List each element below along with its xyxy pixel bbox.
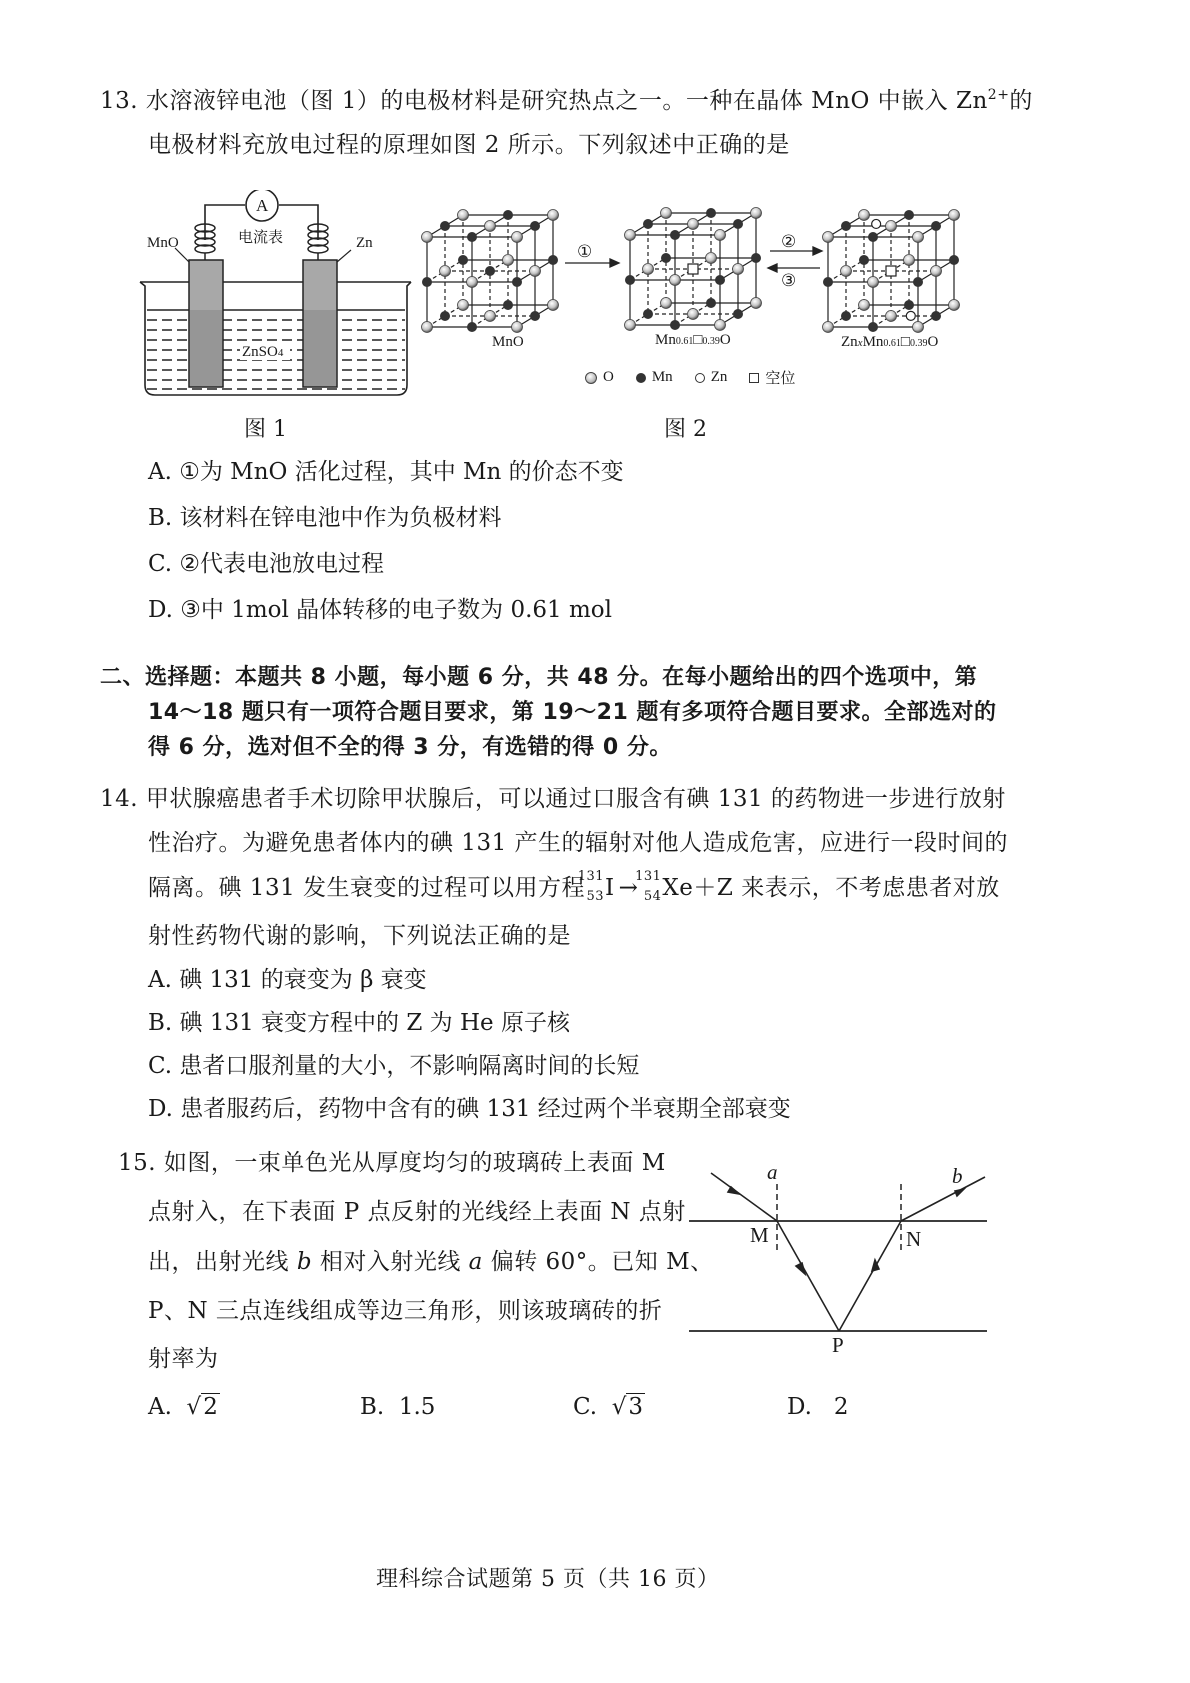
q14-line1: 14. 甲状腺癌患者手术切除甲状腺后，可以通过口服含有碘 131 的药物进一步进行放射 [100, 786, 1006, 812]
q15-line2: 点射入，在下表面 P 点反射的光线经上表面 N 点射 [148, 1199, 686, 1225]
oxygen-atom [931, 266, 942, 277]
oxygen-atom [422, 322, 433, 333]
oxygen-atom [886, 311, 897, 322]
q14-option-c[interactable]: C. 患者口服剂量的大小，不影响隔离时间的长短 [148, 1053, 640, 1079]
oxygen-atom [670, 275, 681, 286]
q14-line2: 性治疗。为避免患者体内的碘 131 产生的辐射对他人造成危害，应进行一段时间的 [148, 830, 1009, 856]
oxygen-atom [706, 253, 717, 264]
iodine-nuclide: 131 53 [577, 869, 605, 904]
manganese-atom [467, 322, 477, 332]
figure-2-crystal [415, 195, 975, 355]
oxygen-atom-icon [585, 372, 597, 384]
manganese-atom [670, 230, 680, 240]
manganese-atom [530, 311, 540, 321]
reaction-arrow: → [618, 875, 639, 901]
manganese-atom [904, 300, 914, 310]
manganese-atom [670, 320, 680, 330]
oxygen-atom [949, 210, 960, 221]
q15-option-d[interactable]: D. 2 [787, 1394, 849, 1420]
q15-option-a[interactable]: A. √2 [148, 1394, 218, 1420]
zinc-atom [906, 311, 915, 320]
oxygen-atom [625, 230, 636, 241]
manganese-atom [859, 255, 869, 265]
q13-option-b[interactable]: B. 该材料在锌电池中作为负极材料 [148, 505, 502, 531]
oxygen-atom [643, 264, 654, 275]
oxygen-atom [458, 210, 469, 221]
zinc-atom-icon [695, 373, 705, 383]
zinc-atom [872, 219, 881, 228]
manganese-atom [868, 232, 878, 242]
q13-option-a[interactable]: A. ①为 MnO 活化过程，其中 Mn 的价态不变 [148, 459, 624, 485]
oxygen-atom [688, 219, 699, 230]
vacancy-site [688, 264, 698, 274]
oxygen-atom [859, 210, 870, 221]
xenon-nuclide: 131 54 [635, 869, 662, 904]
q13-option-c[interactable]: C. ②代表电池放电过程 [148, 551, 385, 577]
manganese-atom [733, 309, 743, 319]
manganese-atom [503, 300, 513, 310]
manganese-atom [530, 221, 540, 231]
step3-label: ③ [781, 271, 797, 290]
q15-number: 15. [118, 1150, 157, 1176]
ammeter-symbol: A [256, 196, 269, 215]
q13-stem-line1: 13. 水溶液锌电池（图 1）的电极材料是研究热点之一。一种在晶体 MnO 中嵌入 $Zn^{2+}$的 [100, 87, 1033, 114]
oxygen-atom [949, 300, 960, 311]
sqrt-symbol: √3 [611, 1394, 644, 1420]
manganese-atom [548, 255, 558, 265]
manganese-atom [841, 311, 851, 321]
q13-number: 13. [100, 88, 139, 114]
step2-label: ② [781, 232, 797, 251]
ray-a-label: a [767, 1160, 778, 1184]
manganese-atom [841, 221, 851, 231]
oxygen-atom [904, 255, 915, 266]
oxygen-atom [467, 277, 478, 288]
oxygen-atom [823, 322, 834, 333]
reflected-ray-pn [839, 1221, 901, 1331]
emergent-ray-b [901, 1177, 985, 1221]
oxygen-atom [886, 221, 897, 232]
manganese-atom [467, 232, 477, 242]
sqrt-symbol: √2 [186, 1394, 218, 1420]
page-footer: 理科综合试题第 5 页（共 16 页） [376, 1567, 720, 1592]
point-M-label: M [750, 1223, 769, 1247]
q13-option-d[interactable]: D. ③中 1mol 晶体转移的电子数为 0.61 mol [148, 597, 612, 623]
q15-glass-diagram [685, 1160, 995, 1360]
manganese-atom [751, 253, 761, 263]
manganese-atom [904, 210, 914, 220]
figure-1-caption: 图 1 [244, 417, 287, 442]
figure-1-battery [135, 190, 425, 405]
manganese-atom [931, 221, 941, 231]
q15-option-c[interactable]: C. √3 [573, 1394, 644, 1420]
q14-option-a[interactable]: A. 碘 131 的衰变为 β 衰变 [148, 967, 427, 993]
manganese-atom-icon [636, 373, 646, 383]
cube-zn-inserted [823, 210, 960, 333]
zn-electrode-label: Zn [356, 235, 373, 251]
q15-line4: P、N 三点连线组成等边三角形，则该玻璃砖的折 [148, 1298, 663, 1324]
section2-line2: 14～18 题只有一项符合题目要求，第 19～21 题有多项符合题目要求。全部选对的 [148, 700, 997, 725]
manganese-atom [625, 275, 635, 285]
oxygen-atom [440, 266, 451, 277]
oxygen-atom [733, 264, 744, 275]
manganese-atom [733, 219, 743, 229]
oxygen-atom [530, 266, 541, 277]
oxygen-atom [661, 208, 672, 219]
manganese-atom [823, 277, 833, 287]
q15-line3: 出，出射光线 b 相对入射光线 a 偏转 60°。已知 M、 [148, 1249, 714, 1275]
oxygen-atom [512, 232, 523, 243]
manganese-atom [715, 275, 725, 285]
manganese-atom [661, 253, 671, 263]
q15-line1: 15. 如图，一束单色光从厚度均匀的玻璃砖上表面 M [118, 1150, 666, 1176]
manganese-atom [440, 221, 450, 231]
oxygen-atom [485, 221, 496, 232]
vacancy-icon [749, 373, 759, 383]
oxygen-atom [422, 232, 433, 243]
q14-option-d[interactable]: D. 患者服药后，药物中含有的碘 131 经过两个半衰期全部衰变 [148, 1096, 791, 1122]
ammeter-label: 电流表 [238, 228, 284, 246]
manganese-atom [949, 255, 959, 265]
q15-line5: 射率为 [148, 1346, 219, 1372]
manganese-atom [643, 219, 653, 229]
point-N-label: N [906, 1227, 922, 1251]
mno-electrode-label: MnO [147, 235, 179, 251]
oxygen-atom [661, 298, 672, 309]
manganese-atom [440, 311, 450, 321]
oxygen-atom [913, 322, 924, 333]
oxygen-atom [913, 232, 924, 243]
oxygen-atom [715, 230, 726, 241]
oxygen-atom [548, 300, 559, 311]
figure-2-legend: O Mn Zn 空位 [585, 367, 795, 388]
electrolyte-label: ZnSO4 [242, 344, 284, 360]
q14-line4: 射性药物代谢的影响，下列说法正确的是 [148, 923, 571, 949]
q13-stem-line2: 电极材料充放电过程的原理如图 2 所示。下列叙述中正确的是 [148, 132, 790, 158]
q14-option-b[interactable]: B. 碘 131 衰变方程中的 Z 为 He 原子核 [148, 1010, 570, 1036]
manganese-atom [512, 277, 522, 287]
cube-mno [422, 210, 559, 333]
oxygen-atom [751, 298, 762, 309]
oxygen-atom [625, 320, 636, 331]
section2-line1: 二、选择题：本题共 8 小题，每小题 6 分，共 48 分。在每小题给出的四个选项中，第 [100, 665, 978, 690]
section2-line3: 得 6 分，选对但不全的得 3 分，有选错的得 0 分。 [148, 735, 672, 760]
oxygen-atom [841, 266, 852, 277]
manganese-atom [706, 208, 716, 218]
oxygen-atom [859, 300, 870, 311]
ray-b-label: b [952, 1164, 963, 1188]
q15-option-b[interactable]: B. 1.5 [360, 1394, 436, 1420]
oxygen-atom [512, 322, 523, 333]
manganese-atom [868, 322, 878, 332]
oxygen-atom [503, 255, 514, 266]
cube3-label: ZnxMn0.61□0.39O [841, 334, 939, 350]
manganese-atom [422, 277, 432, 287]
oxygen-atom [715, 320, 726, 331]
manganese-atom [485, 266, 495, 276]
cube-activated [625, 208, 762, 331]
manganese-atom [458, 255, 468, 265]
oxygen-atom [458, 300, 469, 311]
oxygen-atom [485, 311, 496, 322]
manganese-atom [503, 210, 513, 220]
q14-number: 14. [100, 786, 139, 812]
manganese-atom [643, 309, 653, 319]
q14-line3: 隔离。碘 131 发生衰变的过程可以用方程 131 53 I → 131 54 Xe＋Z 来表示，不考虑患者对放 [148, 869, 1000, 904]
oxygen-atom [751, 208, 762, 219]
point-P-label: P [832, 1333, 844, 1357]
cube1-label: MnO [492, 334, 524, 350]
refracted-ray-mp [777, 1221, 839, 1331]
manganese-atom [706, 298, 716, 308]
oxygen-atom [823, 232, 834, 243]
step1-label: ① [577, 242, 593, 261]
manganese-atom [931, 311, 941, 321]
cube2-label: Mn0.61□0.39O [655, 332, 731, 348]
figure-2-caption: 图 2 [664, 417, 707, 442]
manganese-atom [913, 277, 923, 287]
oxygen-atom [548, 210, 559, 221]
oxygen-atom [868, 277, 879, 288]
vacancy-site [886, 266, 896, 276]
oxygen-atom [688, 309, 699, 320]
